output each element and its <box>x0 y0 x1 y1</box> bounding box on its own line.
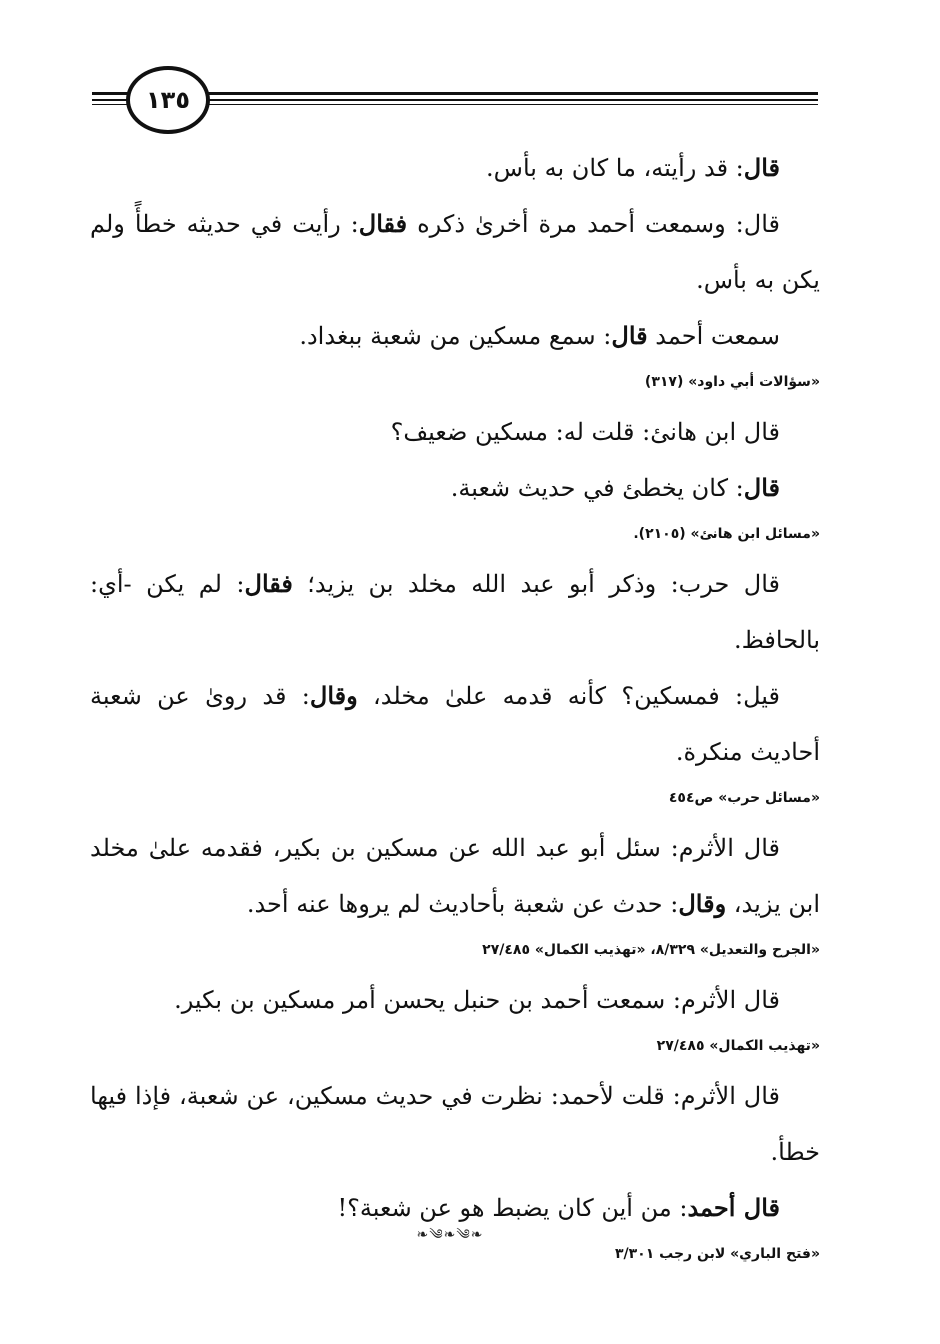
citation <box>90 938 820 962</box>
paragraph <box>90 668 820 780</box>
footer-ornament: ❧༄❧༄❧ <box>416 1227 484 1243</box>
paragraph <box>90 1068 820 1180</box>
paragraph <box>90 820 820 932</box>
text-span: «مسائل حرب» ص٤٥٤ <box>668 790 820 806</box>
citation <box>90 786 820 810</box>
text-span: قال: وسمعت أحمد مرة أخرىٰ ذكره <box>407 210 780 238</box>
citation <box>90 1034 820 1058</box>
text-span: : رأيت في حديثه خطأً ولم يكن به بأس. <box>90 210 820 294</box>
paragraph <box>90 196 820 308</box>
bold-keyword: فقال <box>358 209 408 238</box>
text-span: : لم يكن -أي: بالحافظ. <box>90 570 820 654</box>
citation <box>90 370 820 394</box>
text-span: : كان يخطئ في حديث شعبة. <box>450 474 744 502</box>
paragraph <box>90 972 820 1028</box>
text-span: : قد روىٰ عن شعبة أحاديث منكرة. <box>90 682 820 766</box>
bold-keyword: قال <box>611 321 648 350</box>
text-span: «مسائل ابن هانئ» (٢١٠٥). <box>633 526 820 542</box>
text-span: «سؤالات أبي داود» (٣١٧) <box>644 374 820 390</box>
text-span: قال حرب: وذكر أبو عبد الله مخلد بن يزيد؛ <box>292 570 780 598</box>
text-span: سمعت أحمد <box>647 322 780 350</box>
text-span: قال الأثرم: سئل أبو عبد الله عن مسكين بن بكير، فقدمه علىٰ مخلد ابن يزيد، <box>90 834 820 918</box>
text-span: : سمع مسكين من شعبة ببغداد. <box>299 322 612 350</box>
bold-keyword: قال <box>743 473 780 502</box>
text-span: قال ابن هانئ: قلت له: مسكين ضعيف؟ <box>390 418 780 446</box>
text-span: قال الأثرم: سمعت أحمد بن حنبل يحسن أمر مسكين بن بكير. <box>174 986 780 1014</box>
text-span: «تهذيب الكمال» ٢٧/٤٨٥ <box>656 1038 820 1054</box>
bold-keyword: وقال <box>309 681 358 710</box>
text-span: : من أين كان يضبط هو عن شعبة؟! <box>337 1194 688 1222</box>
bold-keyword: قال <box>743 153 780 182</box>
text-span: : حدث عن شعبة بأحاديث لم يروها عنه أحد. <box>246 890 679 918</box>
paragraph <box>90 556 820 668</box>
text-span: «فتح الباري» لابن رجب ٣/٣٠١ <box>614 1246 820 1262</box>
text-span: قال الأثرم: قلت لأحمد: نظرت في حديث مسكين، عن شعبة، فإذا فيها خطأ. <box>90 1082 820 1166</box>
bold-keyword: قال أحمد <box>687 1193 780 1222</box>
citation <box>90 522 820 546</box>
bold-keyword: فقال <box>244 569 293 598</box>
paragraph <box>90 404 820 460</box>
text-span: «الجرح والتعديل» ٨/٣٢٩، «تهذيب الكمال» ٢٧/٤٨٥ <box>482 942 820 958</box>
paragraph <box>90 460 820 516</box>
paragraph <box>90 140 820 196</box>
paragraph <box>90 308 820 364</box>
text-span: : قد رأيته، ما كان به بأس. <box>486 154 744 182</box>
page-body <box>90 140 820 1276</box>
text-span: قيل: فمسكين؟ كأنه قدمه علىٰ مخلد، <box>357 682 780 710</box>
bold-keyword: وقال <box>678 889 727 918</box>
page-header <box>0 0 940 140</box>
page-number: ١٣٥ <box>126 66 210 134</box>
